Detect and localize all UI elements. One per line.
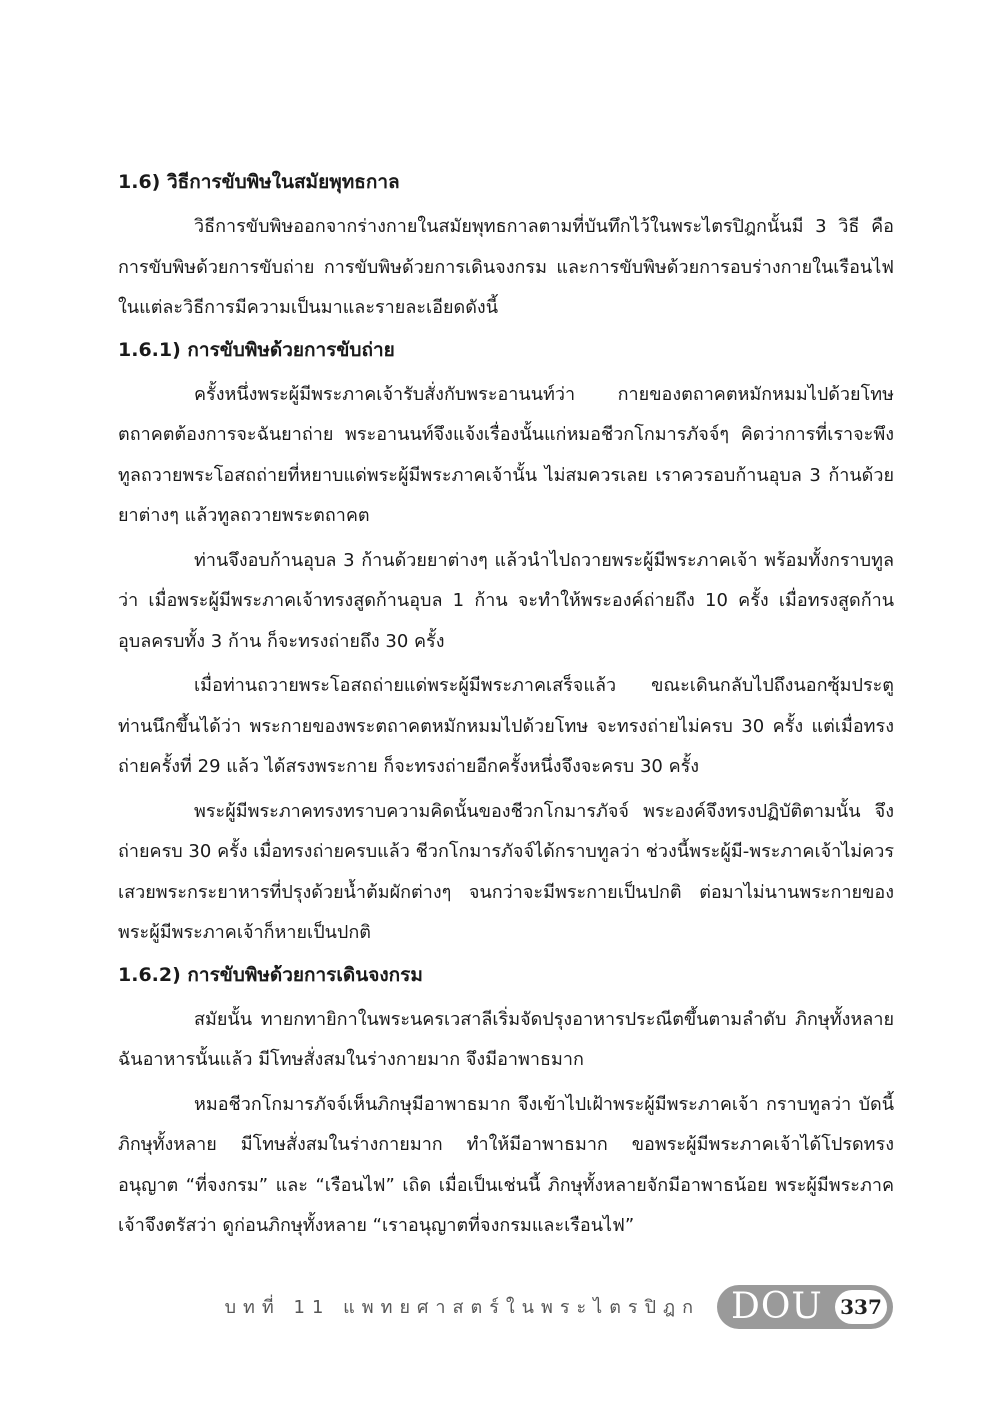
paragraph: สมัยนั้น ทายกทายิกาในพระนครเวสาลีเริ่มจัดปรุงอาหารประณีตขึ้นตามลำดับ ภิกษุทั้งหลายฉันอาหารนั้นแล้ว มีโทษสั่งสมในร่างกายมาก จึงมีอาพาธมาก (118, 1008, 894, 1070)
paragraph: พระผู้มีพระภาคทรงทราบความคิดนั้นของชีวกโกมารภัจจ์ พระองค์จึงทรงปฏิบัติตามนั้น จึงถ่ายครบ 30 ครั้ง เมื่อทรงถ่ายครบแล้ว ชีวกโกมารภัจจ์ได้กราบทูลว่า ช่วงนี้พระผู้มี-พระภาคเจ้าไม่ควรเสวยพระกระยาหารที่ปรุงด้วยน้ำต้มผักต่างๆ จนกว่าจะมีพระกายเป็นปกติ ต่อมาไม่นานพระกายของพระผู้มีพระภาคเจ้าก็หายเป็นปกติ (118, 800, 894, 943)
page-number: 337 (835, 1290, 887, 1324)
paragraph: ครั้งหนึ่งพระผู้มีพระภาคเจ้ารับสั่งกับพระอานนท์ว่า กายของตถาคตหมักหมมไปด้วยโทษ ตถาคตต้องการจะฉันยาถ่าย พระอานนท์จึงแจ้งเรื่องนั้นแก่หมอชีวกโกมารภัจจ์ๆ คิดว่าการที่เราจะพึงทูลถวายพระโอสถถ่ายที่หยาบแด่พระผู้มีพระภาคเจ้านั้น ไม่สมควรเลย เราควรอบก้านอุบล 3 ก้านด้วยยาต่างๆ แล้วทูลถวายพระตถาคต (118, 383, 894, 526)
dou-logo-text: DOU (731, 1286, 823, 1327)
page-footer (0, 1282, 1000, 1332)
paragraph: วิธีการขับพิษออกจากร่างกายในสมัยพุทธกาลตามที่บันทึกไว้ในพระไตรปิฎกนั้นมี 3 วิธี คือ การขับพิษด้วยการขับถ่าย การขับพิษด้วยการเดินจงกรม และการขับพิษด้วยการอบร่างกายในเรือนไฟ ในแต่ละวิธีการมีความเป็นมาและรายละเอียดดังนี้ (118, 216, 894, 318)
dou-logo-badge (717, 1285, 893, 1329)
page-content (118, 165, 894, 1251)
section-heading-1-6: 1.6) วิธีการขับพิษในสมัยพุทธกาล (118, 171, 400, 193)
section-heading-1-6-1: 1.6.1) การขับพิษด้วยการขับถ่าย (118, 338, 395, 361)
paragraph: ท่านจึงอบก้านอุบล 3 ก้านด้วยยาต่างๆ แล้วนำไปถวายพระผู้มีพระภาคเจ้า พร้อมทั้งกราบทูลว่า เมื่อพระผู้มีพระภาคเจ้าทรงสูดก้านอุบล 1 ก้าน จะทำให้พระองค์ถ่ายถึง 10 ครั้ง เมื่อทรงสูดก้านอุบลครบทั้ง 3 ก้าน ก็จะทรงถ่ายถึง 30 ครั้ง (118, 549, 894, 652)
chapter-title: บทที่ 11 แพทยศาสตร์ในพระไตรปิฎก (224, 1297, 700, 1318)
section-heading-1-6-2: 1.6.2) การขับพิษด้วยการเดินจงกรม (118, 963, 423, 986)
paragraph: เมื่อท่านถวายพระโอสถถ่ายแด่พระผู้มีพระภาคเสร็จแล้ว ขณะเดินกลับไปถึงนอกซุ้มประตูท่านนึกขึ้นได้ว่า พระกายของพระตถาคตหมักหมมไปด้วยโทษ จะทรงถ่ายไม่ครบ 30 ครั้ง แต่เมื่อทรงถ่ายครั้งที่ 29 แล้ว ได้สรงพระกาย ก็จะทรงถ่ายอีกครั้งหนึ่งจึงจะครบ 30 ครั้ง (118, 675, 894, 777)
paragraph: หมอชีวกโกมารภัจจ์เห็นภิกษุมีอาพาธมาก จึงเข้าไปเฝ้าพระผู้มีพระภาคเจ้า กราบทูลว่า บัดนี้ ภิกษุทั้งหลาย มีโทษสั่งสมในร่างกายมาก ทำให้มีอาพาธมาก ขอพระผู้มีพระภาคเจ้าได้โปรดทรงอนุญาต “ที่จงกรม” และ “เรือนไฟ” เถิด เมื่อเป็นเช่นนี้ ภิกษุทั้งหลายจักมีอาพาธน้อย พระผู้มีพระภาคเจ้าจึงตรัสว่า ดูก่อนภิกษุทั้งหลาย “เราอนุญาตที่จงกรมและเรือนไฟ” (118, 1093, 894, 1236)
